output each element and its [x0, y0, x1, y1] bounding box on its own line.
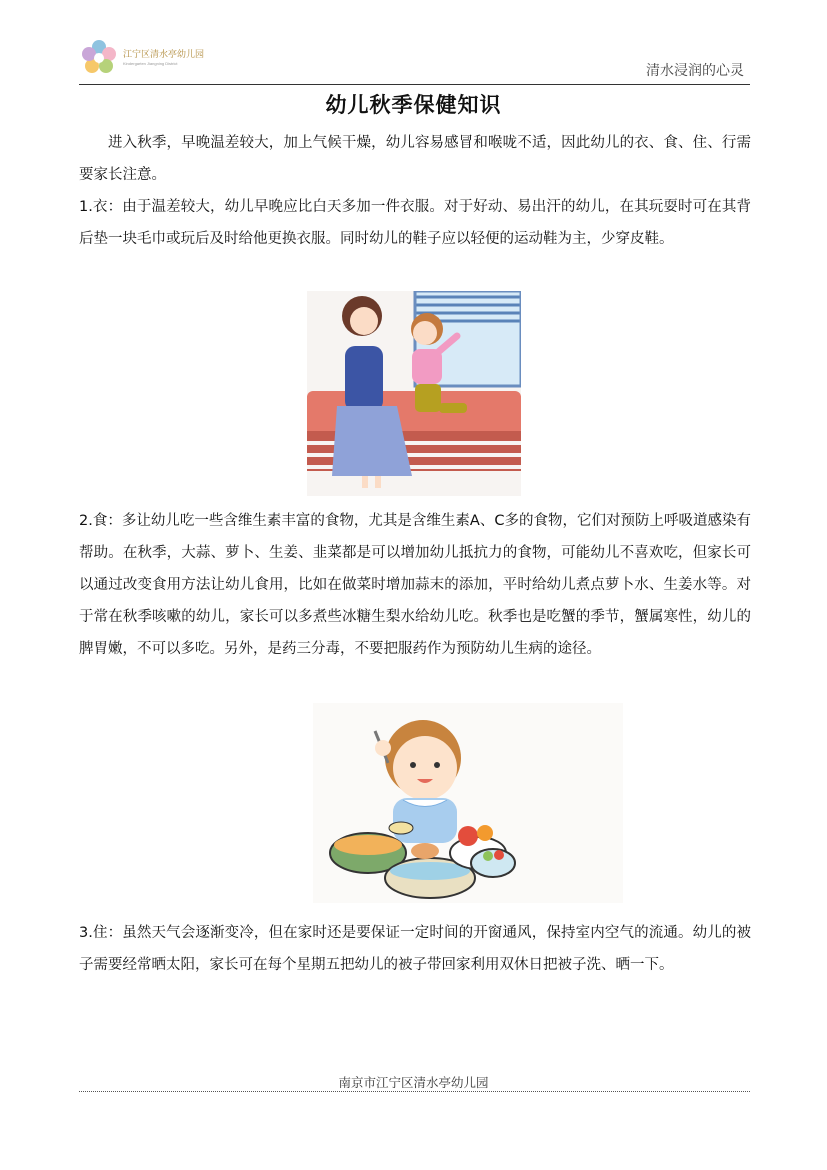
footer-text: 南京市江宁区清水亭幼儿园: [338, 1075, 489, 1090]
intro-paragraph: 进入秋季，早晚温差较大，加上气候干燥，幼儿容易感冒和喉咙不适，因此幼儿的衣、食、住、行需要家长注意。: [79, 135, 751, 183]
logo-subtitle: Kindergarten Jiangning District: [123, 61, 178, 66]
child-eating-illustration: [313, 703, 623, 903]
footer-divider: [79, 1091, 750, 1092]
flower-logo-icon: [79, 38, 119, 78]
housing-paragraph: 3.住：虽然天气会逐渐变冷，但在家时还是要保证一定时间的开窗通风，保持室内空气的流通。幼儿的被子需要经常晒太阳，家长可在每个星期五把幼儿的被子带回家利用双休日把被子洗、晒一下。: [79, 925, 751, 973]
mother-child-illustration: [307, 291, 521, 496]
clothing-paragraph: 1.衣：由于温差较大，幼儿早晚应比白天多加一件衣服。对于好动、易出汗的幼儿，在其玩耍时可在其背后垫一块毛巾或玩后及时给他更换衣服。同时幼儿的鞋子应以轻便的运动鞋为主，少穿皮鞋。: [79, 199, 751, 247]
page-header: [79, 36, 750, 85]
food-paragraph: 2.食：多让幼儿吃一些含维生素丰富的食物，尤其是含维生素A、C多的食物，它们对预防上呼吸道感染有帮助。在秋季，大蒜、萝卜、生姜、韭菜都是可以增加幼儿抵抗力的食物，可能幼儿不喜欢吃，但家长可以通过改变食用方法让幼儿食用，比如在做菜时增加蒜末的添加，平时给幼儿煮点萝卜水、生姜水等。对于常在秋季咳嗽的幼儿，家长可以多煮些冰糖生梨水给幼儿吃。秋季也是吃蟹的季节，蟹属寒性，幼儿的脾胃嫩，不可以多吃。另外，是药三分毒，不要把服药作为预防幼儿生病的途径。: [79, 513, 751, 657]
page-title: 幼儿秋季保健知识: [325, 93, 502, 117]
logo-name: 江宁区清水亭幼儿园: [123, 50, 205, 60]
header-slogan: 清水浸润的心灵: [646, 63, 744, 79]
kindergarten-logo: [79, 38, 229, 78]
